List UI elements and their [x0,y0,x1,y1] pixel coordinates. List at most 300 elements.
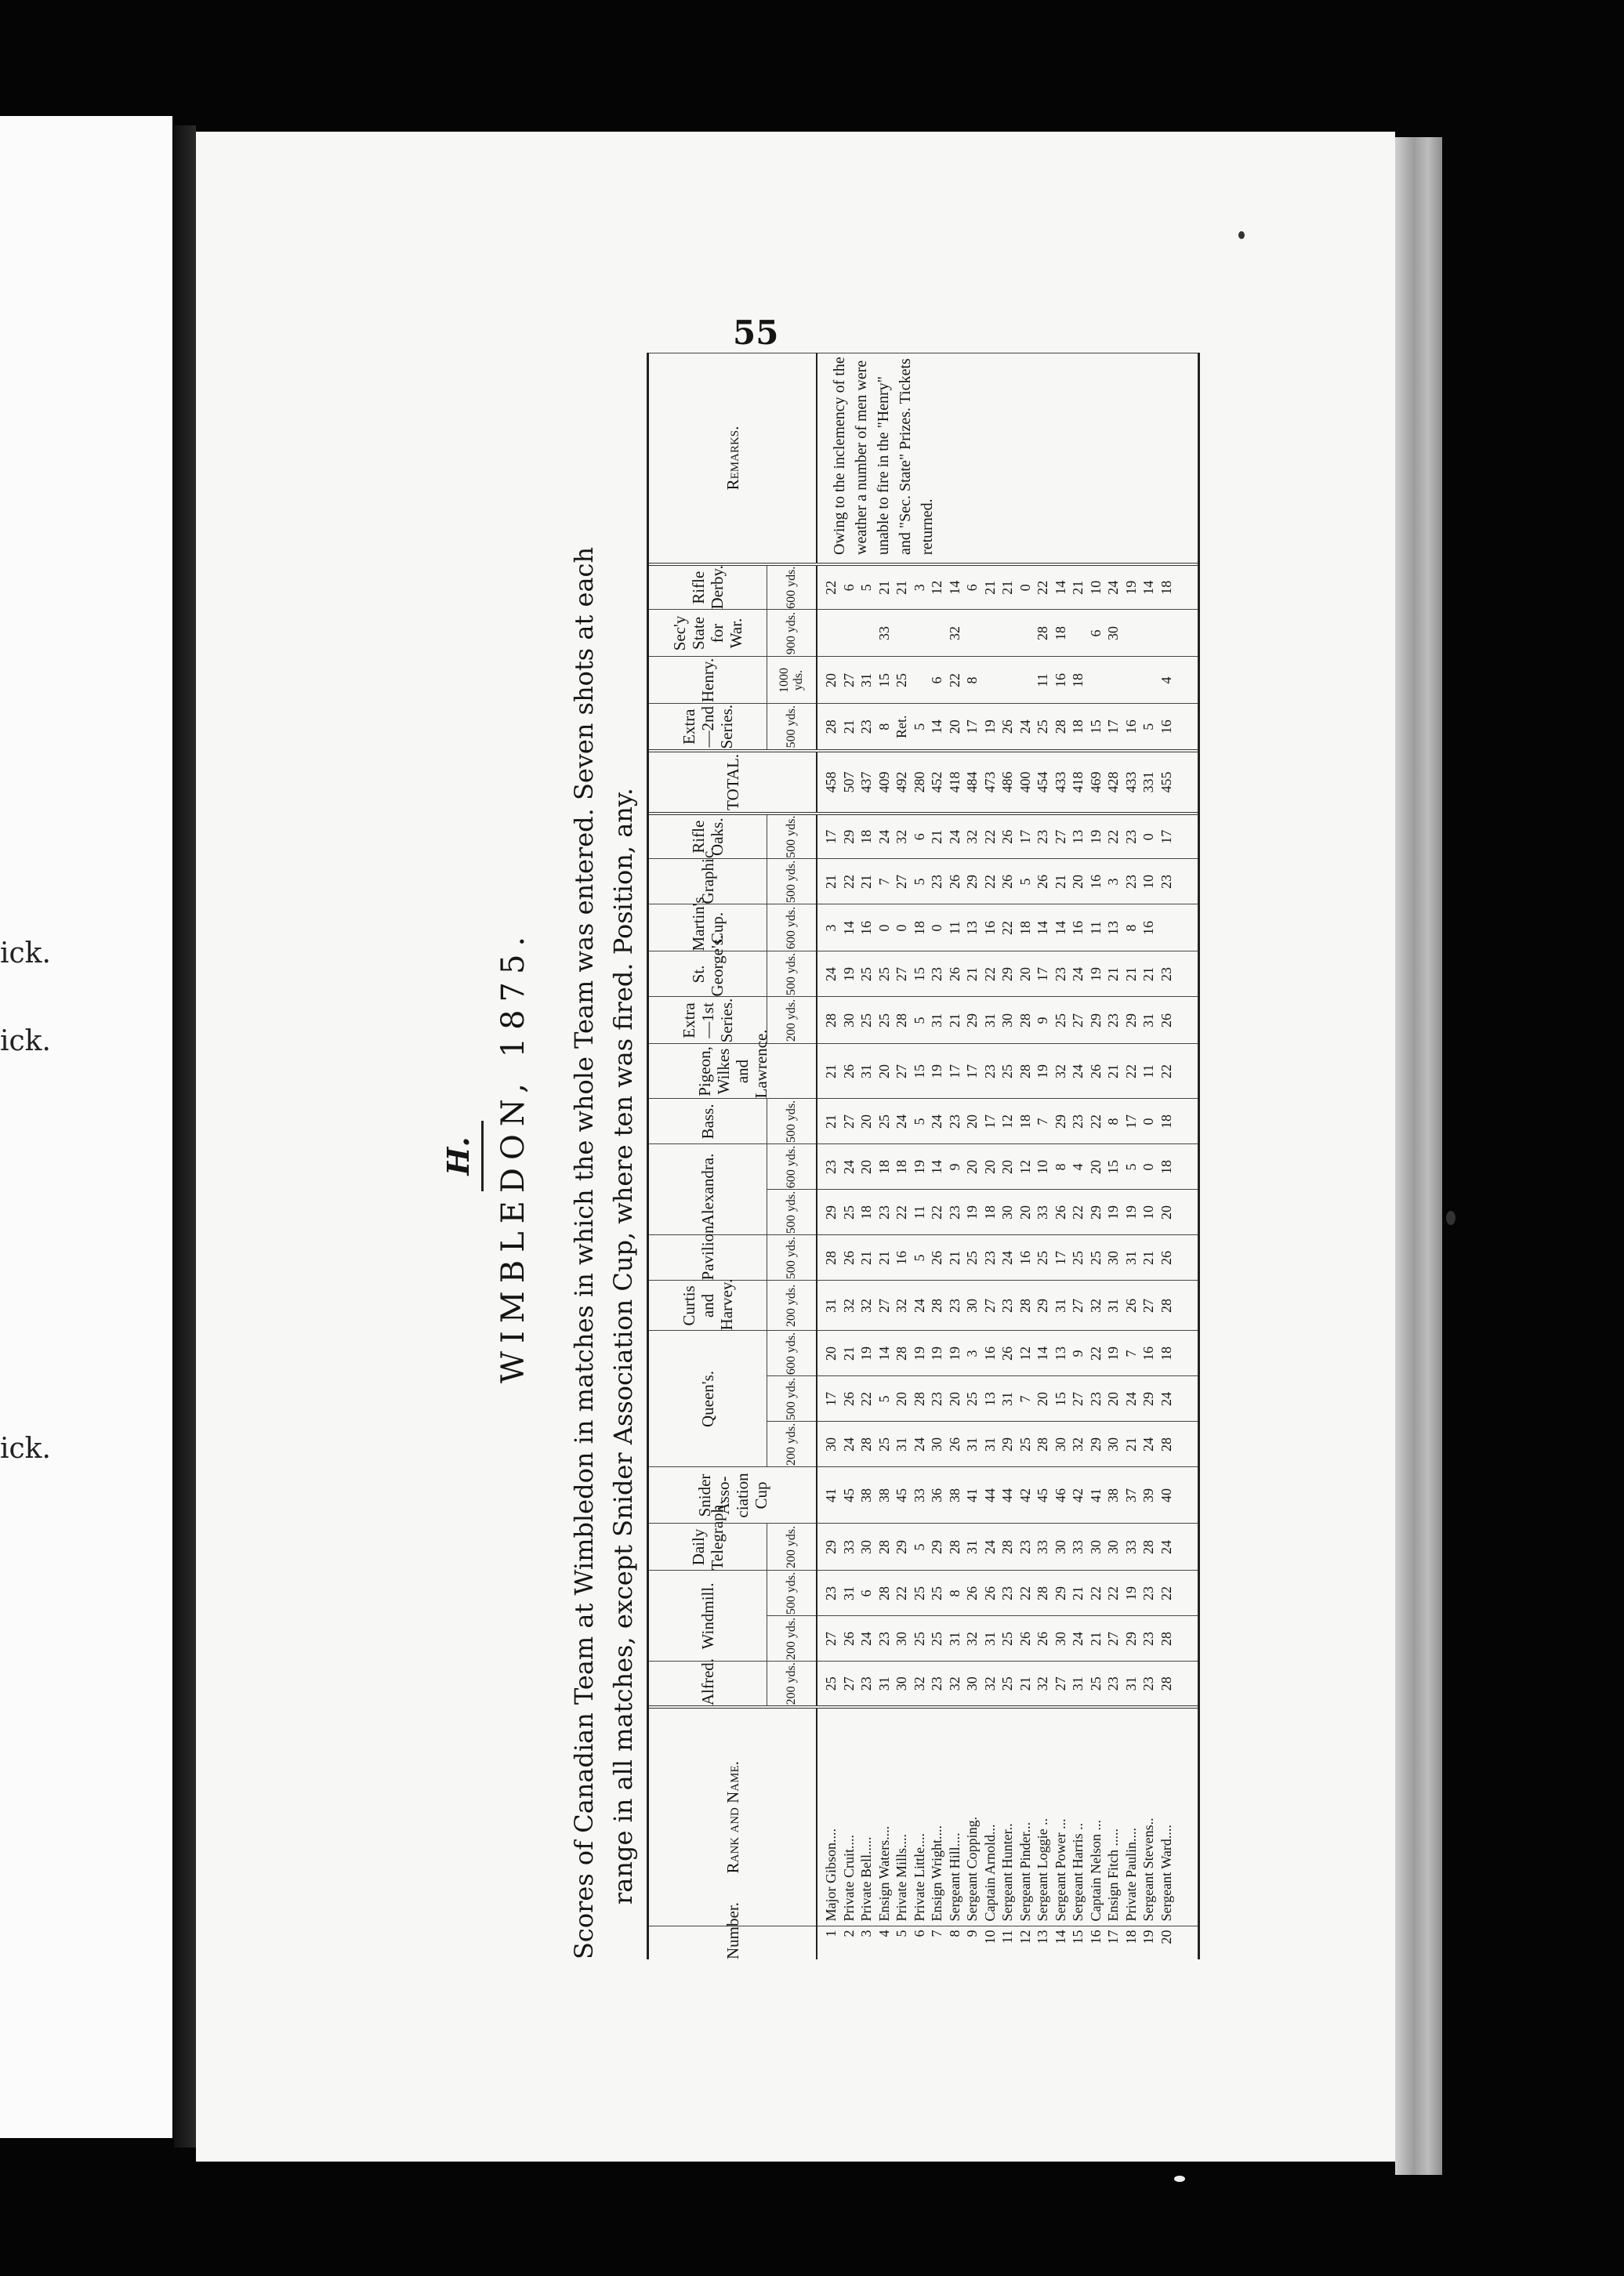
header-total: TOTAL. [649,751,817,814]
column-total-cell: 418 [1070,771,1086,793]
column-extra-2nd-500-cell: 14 [929,719,944,734]
column-alexandra-500-cell: 18 [858,1205,874,1220]
column-henry-1000-cell [981,657,999,703]
column-extra-1st-200-cell: 31 [981,1013,998,1027]
column-extra-2nd-500-cell: Ret. [894,715,909,738]
column-rifle-derby-600-cell: 21 [894,580,909,595]
column-pavilion-500-cell: 24 [999,1250,1015,1265]
column-queens-200-cell: 28 [858,1437,874,1451]
column-bass-500-cell: 20 [964,1114,980,1129]
column-windmill-500-cell: 25 [911,1586,927,1600]
column-henry-1000-cell [1122,657,1140,703]
column-st-georges-500-cell: 21 [1140,966,1156,981]
column-sec-state-900-cell [1017,610,1035,656]
remarks-text: Owing to the inclemency of the weather a number of men were unable to fire in the "Henry" and "Sec. State" Prizes. Tickets returned. [817,353,1198,564]
column-alfred-200-cell: 25 [823,1676,839,1691]
column-alfred-200-cell: 23 [858,1676,874,1691]
column-henry-1000-cell: 11 [1035,673,1050,687]
column-extra-1st-200-cell: 29 [1087,1013,1104,1027]
column-total-cell: 507 [840,771,857,793]
column-total-cell: 433 [1122,771,1139,793]
column-alexandra-500-cell: 18 [981,1205,998,1220]
column-st-georges-500-cell: 19 [840,966,857,981]
column-rifle-oaks-500 [817,814,1198,859]
column-queens-600-cell: 20 [823,1346,839,1361]
column-daily-telegraph-200-cell: 24 [1158,1540,1174,1554]
column-martins-cup-600-cell: 16 [1140,920,1156,935]
column-queens-200-cell: 28 [1035,1437,1050,1451]
column-alexandra-500 [817,1190,1198,1235]
column-sec-state-900-cell [911,610,929,656]
column-graphic-500-cell: 22 [981,874,998,889]
column-henry-1000-cell [1087,657,1105,703]
range-label: 500 yds. [767,814,817,859]
header-alexandra: Alexandra. [649,1144,767,1235]
column-pavilion-500-cell: 26 [929,1250,944,1265]
column-alfred-200-cell: 30 [964,1676,980,1691]
column-total [817,751,1198,814]
column-queens-600-cell: 22 [1087,1346,1104,1361]
column-graphic-500-cell: 7 [875,878,892,886]
column-extra-1st-200-cell: 27 [1070,1013,1086,1027]
column-henry-1000-cell [999,657,1017,703]
column-curtis-harvey-200-cell: 31 [1105,1298,1121,1313]
column-martins-cup-600-cell [1158,904,1176,951]
column-daily-telegraph-200-cell: 30 [1052,1540,1068,1554]
column-alexandra-600-cell: 23 [823,1159,839,1174]
column-pavilion-500-cell: 25 [1070,1250,1086,1265]
header-pavilion: Pavilion. [649,1235,767,1281]
column-daily-telegraph-200 [817,1524,1198,1571]
column-henry-1000-cell: 25 [894,672,909,687]
column-st-georges-500-cell: 20 [1017,966,1033,981]
column-extra-1st-200-cell: 28 [894,1013,909,1027]
column-names-cell: Sergeant Stevens.. [1140,1818,1156,1922]
column-curtis-harvey-200-cell: 30 [964,1298,980,1313]
column-names-cell: Captain Arnold... [981,1824,998,1922]
column-pavilion-500-cell: 21 [946,1250,962,1265]
column-windmill-500-cell: 26 [981,1586,998,1600]
column-alexandra-600-cell: 18 [1158,1159,1174,1174]
header-curtis-harvey: Curtis and Harvey. [649,1281,767,1331]
column-windmill-200-cell: 23 [875,1632,892,1646]
column-extra-2nd-500-cell: 24 [1017,719,1033,734]
column-names-cell: Sergeant Hill.... [946,1832,962,1922]
column-alexandra-600-cell: 24 [840,1159,857,1174]
header-rifle-derby: Rifle Derby. [649,564,767,610]
column-sec-state-900-cell: 18 [1052,625,1068,640]
column-total-cell: 331 [1140,771,1156,793]
column-rifle-oaks-500-cell: 32 [894,829,909,844]
column-alexandra-500-cell: 20 [1158,1205,1174,1220]
column-alexandra-600-cell: 20 [858,1159,874,1174]
column-queens-200-cell: 25 [1017,1437,1033,1451]
column-extra-2nd-500-cell: 28 [823,719,839,734]
column-pigeon-wilkes-cell: 22 [1158,1064,1174,1078]
column-pigeon-wilkes-cell: 15 [911,1064,927,1078]
column-daily-telegraph-200-cell: 33 [1035,1540,1050,1554]
column-pigeon-wilkes-cell: 21 [1105,1064,1121,1078]
column-pavilion-500-cell: 21 [875,1250,892,1265]
column-extra-1st-200-cell: 5 [911,1017,927,1024]
column-queens-200-cell: 25 [875,1437,892,1451]
column-curtis-harvey-200-cell: 32 [858,1298,874,1313]
column-henry-1000-cell [1140,657,1158,703]
column-martins-cup-600-cell: 18 [911,920,927,935]
column-graphic-500-cell: 23 [1158,874,1174,889]
range-label: 600 yds. [767,1331,817,1376]
range-label: 200 yds. [767,1524,817,1571]
column-queens-600-cell: 13 [1052,1346,1068,1361]
column-windmill-500 [817,1571,1198,1616]
column-henry-1000-cell: 4 [1158,676,1174,684]
column-windmill-200-cell: 31 [946,1632,962,1646]
column-martins-cup-600-cell: 13 [1105,920,1121,935]
column-queens-500-cell: 22 [858,1392,874,1406]
column-windmill-200-cell: 26 [1035,1632,1050,1646]
column-extra-2nd-500-cell: 20 [946,719,962,734]
column-curtis-harvey-200-cell: 29 [1035,1298,1050,1313]
column-queens-500-cell: 23 [1087,1392,1104,1406]
column-total-cell: 492 [894,771,909,793]
column-alexandra-600-cell: 9 [946,1163,962,1171]
rotated-table-block [439,353,1199,1959]
header-pigeon-wilkes: Pigeon, Wilkes and Lawrence. [649,1044,817,1099]
column-total-cell: 428 [1105,771,1121,793]
range-label: 600 yds. [767,1144,817,1190]
column-pavilion-500-cell: 25 [964,1250,980,1265]
page-edge [1395,137,1442,2175]
header-graphic: Graphic. [649,859,767,904]
column-bass-500 [817,1099,1198,1144]
column-martins-cup-600-cell: 3 [823,924,839,932]
column-rifle-derby-600-cell: 22 [1035,580,1050,595]
column-curtis-harvey-200-cell: 27 [875,1298,892,1313]
column-daily-telegraph-200-cell: 28 [999,1540,1015,1554]
column-names-cell: Sergeant Power ... [1052,1818,1068,1922]
column-bass-500-cell: 18 [1158,1114,1174,1129]
column-windmill-200-cell: 21 [1087,1632,1104,1646]
column-numbers-cell: 18 [1122,1930,1139,1944]
column-graphic-500-cell: 21 [1052,874,1068,889]
column-alexandra-500-cell: 22 [1070,1205,1086,1220]
column-daily-telegraph-200-cell: 33 [1122,1540,1139,1554]
header-extra-2nd: Extra—2nd Series. [649,704,767,751]
range-label: 200 yds. [767,1422,817,1467]
column-rifle-derby-600-cell: 21 [999,580,1015,595]
paper-speck [1238,231,1245,239]
column-rifle-oaks-500-cell: 32 [964,829,980,844]
column-graphic-500-cell: 22 [840,874,857,889]
column-bass-500-cell: 0 [1140,1118,1156,1125]
column-queens-200-cell: 29 [1087,1437,1104,1451]
section-letter: H. [440,1136,476,1176]
column-pavilion-500-cell: 16 [894,1250,909,1265]
column-numbers-cell: 3 [858,1930,874,1937]
column-pigeon-wilkes-cell: 22 [1122,1064,1139,1078]
column-windmill-200-cell: 32 [964,1632,980,1646]
column-alexandra-600-cell: 19 [911,1159,927,1174]
column-numbers-cell: 1 [823,1930,839,1937]
column-rifle-oaks-500-cell: 24 [946,829,962,844]
column-extra-1st-200-cell: 28 [823,1013,839,1027]
column-extra-1st-200-cell: 31 [1140,1013,1156,1027]
column-st-georges-500-cell: 15 [911,966,927,981]
column-alfred-200-cell: 23 [929,1676,944,1691]
column-windmill-200-cell: 30 [1052,1632,1068,1646]
column-bass-500-cell: 17 [981,1114,998,1129]
column-graphic-500-cell: 21 [858,874,874,889]
column-daily-telegraph-200-cell: 5 [911,1543,927,1551]
column-extra-1st-200-cell: 25 [875,1013,892,1027]
column-pigeon-wilkes-cell: 23 [981,1064,998,1078]
column-curtis-harvey-200-cell: 28 [1017,1298,1033,1313]
column-windmill-200-cell: 26 [840,1632,857,1646]
range-label: 500 yds. [767,951,817,997]
column-rifle-derby-600-cell: 12 [929,580,944,595]
column-alfred-200-cell: 31 [1070,1676,1086,1691]
column-alexandra-600-cell: 20 [981,1159,998,1174]
column-sec-state-900-cell [1158,610,1176,656]
column-daily-telegraph-200-cell: 33 [1070,1540,1086,1554]
column-alfred-200-cell: 28 [1158,1676,1174,1691]
range-label: 200 yds. [767,1616,817,1662]
column-alexandra-500-cell: 30 [999,1205,1015,1220]
column-rifle-oaks-500-cell: 21 [929,829,944,844]
column-queens-500-cell: 20 [946,1392,962,1406]
column-total-cell: 437 [858,771,874,793]
column-names-cell: Private Paulin.... [1122,1828,1139,1922]
column-numbers-cell: 13 [1035,1930,1050,1944]
column-alfred-200-cell: 23 [1105,1676,1121,1691]
column-st-georges-500-cell: 17 [1035,966,1050,981]
column-bass-500-cell: 24 [929,1114,944,1129]
column-alexandra-500-cell: 20 [1017,1205,1033,1220]
column-queens-600-cell: 14 [875,1346,892,1361]
column-alexandra-600-cell: 4 [1070,1163,1086,1171]
column-numbers-cell: 15 [1070,1930,1086,1944]
column-rifle-oaks-500-cell: 17 [823,829,839,844]
column-st-georges-500-cell: 24 [823,966,839,981]
column-queens-600-cell: 7 [1122,1350,1139,1357]
column-graphic-500-cell: 5 [1017,878,1033,886]
column-martins-cup-600-cell: 22 [999,920,1015,935]
column-curtis-harvey-200-cell: 32 [840,1298,857,1313]
column-alexandra-500-cell: 25 [840,1205,857,1220]
header-sec-state: Sec'y State for War. [649,610,767,657]
column-sec-state-900-cell [840,610,858,656]
column-numbers-cell: 12 [1017,1930,1033,1944]
column-numbers-cell: 11 [999,1930,1015,1944]
column-bass-500-cell: 23 [946,1114,962,1129]
column-graphic-500-cell: 26 [946,874,962,889]
column-snider-cup-cell: 41 [964,1488,980,1502]
header-henry: Henry. [649,657,767,704]
column-alexandra-600-cell: 0 [1140,1163,1156,1171]
column-snider-cup-cell: 46 [1052,1488,1068,1502]
column-windmill-500-cell: 22 [1158,1586,1174,1600]
header-snider-cup: Snider Asso-ciation Cup [649,1467,817,1524]
column-names-cell: Sergeant Ward.... [1158,1825,1174,1922]
column-daily-telegraph-200-cell: 28 [1140,1540,1156,1554]
column-rifle-derby-600-cell: 0 [1017,584,1033,592]
column-windmill-500-cell: 29 [1052,1586,1068,1600]
column-windmill-200-cell: 27 [1105,1632,1121,1646]
column-rifle-oaks-500-cell: 6 [911,833,927,841]
column-rifle-derby-600-cell: 5 [858,584,874,592]
column-queens-200-cell: 24 [911,1437,927,1451]
column-alexandra-600-cell: 10 [1035,1159,1050,1174]
column-queens-600-cell: 26 [999,1346,1015,1361]
column-rifle-oaks-500-cell: 22 [981,829,998,844]
column-extra-1st-200-cell: 26 [1158,1013,1174,1027]
range-label: 200 yds. [767,997,817,1044]
column-henry-1000-cell: 22 [946,672,962,687]
column-snider-cup-cell: 33 [911,1488,927,1502]
column-numbers-cell: 10 [981,1930,998,1944]
column-total-cell: 280 [911,771,927,793]
header-extra-1st: Extra—1st Series. [649,997,767,1044]
column-queens-500-cell: 29 [1140,1392,1156,1406]
column-sec-state-900-cell [1069,610,1087,656]
column-names-cell: Ensign Fitch ..... [1105,1828,1121,1922]
column-st-georges-500-cell: 21 [1122,966,1139,981]
column-queens-500-cell: 5 [875,1395,892,1403]
column-extra-2nd-500-cell: 23 [858,719,874,734]
column-alexandra-600-cell: 5 [1122,1163,1139,1171]
column-rifle-oaks-500-cell: 17 [1017,829,1033,844]
column-martins-cup-600-cell: 16 [981,920,998,935]
column-queens-600-cell: 19 [1105,1346,1121,1361]
column-queens-500-cell: 24 [1158,1392,1174,1406]
column-total-cell: 418 [946,771,962,793]
column-sec-state-900-cell [999,610,1017,656]
left-page-fragment: ick. [0,937,51,969]
column-sec-state-900-cell: 32 [946,625,962,640]
column-pavilion-500-cell: 21 [1140,1250,1156,1265]
range-label: 600 yds. [767,564,817,610]
column-numbers-cell: 8 [946,1930,962,1937]
column-rifle-oaks-500-cell: 29 [840,829,857,844]
column-bass-500-cell: 24 [894,1114,909,1129]
column-windmill-500-cell: 23 [1140,1586,1156,1600]
column-queens-200-cell: 31 [981,1437,998,1451]
scores-table [647,353,1200,1959]
column-queens-500-cell: 24 [1122,1392,1139,1406]
column-bass-500-cell: 23 [1070,1114,1086,1129]
column-pigeon-wilkes [817,1044,1198,1099]
column-windmill-500-cell: 23 [823,1586,839,1600]
column-numbers-cell: 7 [929,1930,944,1937]
column-windmill-500-cell: 26 [964,1586,980,1600]
column-bass-500-cell: 5 [911,1118,927,1125]
column-sec-state-900-cell [1122,610,1140,656]
column-queens-600-cell: 28 [894,1346,909,1361]
column-windmill-200-cell: 24 [858,1632,874,1646]
column-graphic-500-cell: 23 [1122,874,1139,889]
range-label: 600 yds. [767,904,817,951]
column-rifle-oaks-500-cell: 18 [858,829,874,844]
column-extra-1st-200-cell: 29 [1122,1013,1139,1027]
column-total-cell: 409 [875,771,892,793]
column-sec-state-900-cell: 6 [1087,629,1104,637]
column-queens-500-cell: 26 [840,1392,857,1406]
column-pavilion-500-cell: 26 [840,1250,857,1265]
column-windmill-500-cell: 21 [1070,1586,1086,1600]
column-queens-600 [817,1331,1198,1376]
column-snider-cup-cell: 39 [1140,1488,1156,1502]
column-snider-cup-cell: 41 [1087,1488,1104,1502]
column-numbers-cell: 6 [911,1930,927,1937]
column-queens-500-cell: 7 [1017,1395,1033,1403]
column-windmill-200-cell: 28 [1158,1632,1174,1646]
column-windmill-500-cell: 22 [1017,1586,1033,1600]
column-curtis-harvey-200-cell: 27 [1140,1298,1156,1313]
column-henry-1000-cell: 18 [1070,672,1086,687]
column-snider-cup-cell: 45 [1035,1488,1050,1502]
column-pavilion-500 [817,1235,1198,1281]
column-snider-cup-cell: 38 [858,1488,874,1502]
page-title: WIMBLEDON, 1875. [495,928,531,1384]
column-queens-200-cell: 31 [894,1437,909,1451]
column-graphic-500 [817,859,1198,904]
column-alfred-200-cell: 32 [981,1676,998,1691]
column-names-cell: Ensign Waters.... [875,1825,892,1922]
column-bass-500-cell: 7 [1035,1118,1050,1125]
range-label: 500 yds. [767,1376,817,1422]
column-pavilion-500-cell: 16 [1017,1250,1033,1265]
column-alexandra-500-cell: 19 [1122,1205,1139,1220]
column-windmill-200-cell: 25 [999,1632,1015,1646]
header-martins-cup: Martin's Cup. [649,904,767,951]
column-pavilion-500-cell: 21 [858,1250,874,1265]
intro-paragraph [564,353,643,1959]
column-daily-telegraph-200-cell: 30 [1105,1540,1121,1554]
column-st-georges-500-cell: 29 [999,966,1015,981]
column-names-cell: Sergeant Hunter.. [999,1823,1015,1922]
column-st-georges-500-cell: 25 [875,966,892,981]
column-pigeon-wilkes-cell: 26 [840,1064,857,1078]
column-queens-200-cell: 28 [1158,1437,1174,1451]
column-graphic-500-cell: 16 [1087,874,1104,889]
column-henry-1000-cell: 31 [858,672,874,687]
column-alfred-200-cell: 31 [1122,1676,1139,1691]
column-rifle-derby-600-cell: 6 [840,584,857,592]
column-rifle-oaks-500-cell: 22 [1105,829,1121,844]
column-windmill-200-cell: 25 [929,1632,944,1646]
column-snider-cup-cell: 41 [823,1488,839,1502]
column-queens-600-cell: 16 [1140,1346,1156,1361]
column-martins-cup-600-cell: 18 [1017,920,1033,935]
column-henry-1000-cell [911,657,929,703]
column-queens-500-cell: 25 [964,1392,980,1406]
column-henry-1000-cell: 27 [840,672,857,687]
column-pavilion-500-cell: 25 [1035,1250,1050,1265]
column-henry-1000-cell: 8 [964,676,980,684]
column-alexandra-500-cell: 22 [894,1205,909,1220]
column-queens-500-cell: 15 [1052,1392,1068,1406]
column-graphic-500-cell: 3 [1105,878,1121,886]
column-extra-1st-200-cell: 25 [858,1013,874,1027]
column-numbers-cell: 2 [840,1930,857,1937]
column-extra-1st-200-cell: 9 [1035,1017,1050,1024]
column-pigeon-wilkes-cell: 20 [875,1064,892,1078]
column-queens-600-cell: 19 [929,1346,944,1361]
column-sec-state-900 [817,610,1198,657]
column-names-cell: Ensign Wright.... [929,1825,944,1922]
column-queens-600-cell: 19 [911,1346,927,1361]
column-windmill-500-cell: 22 [1105,1586,1121,1600]
